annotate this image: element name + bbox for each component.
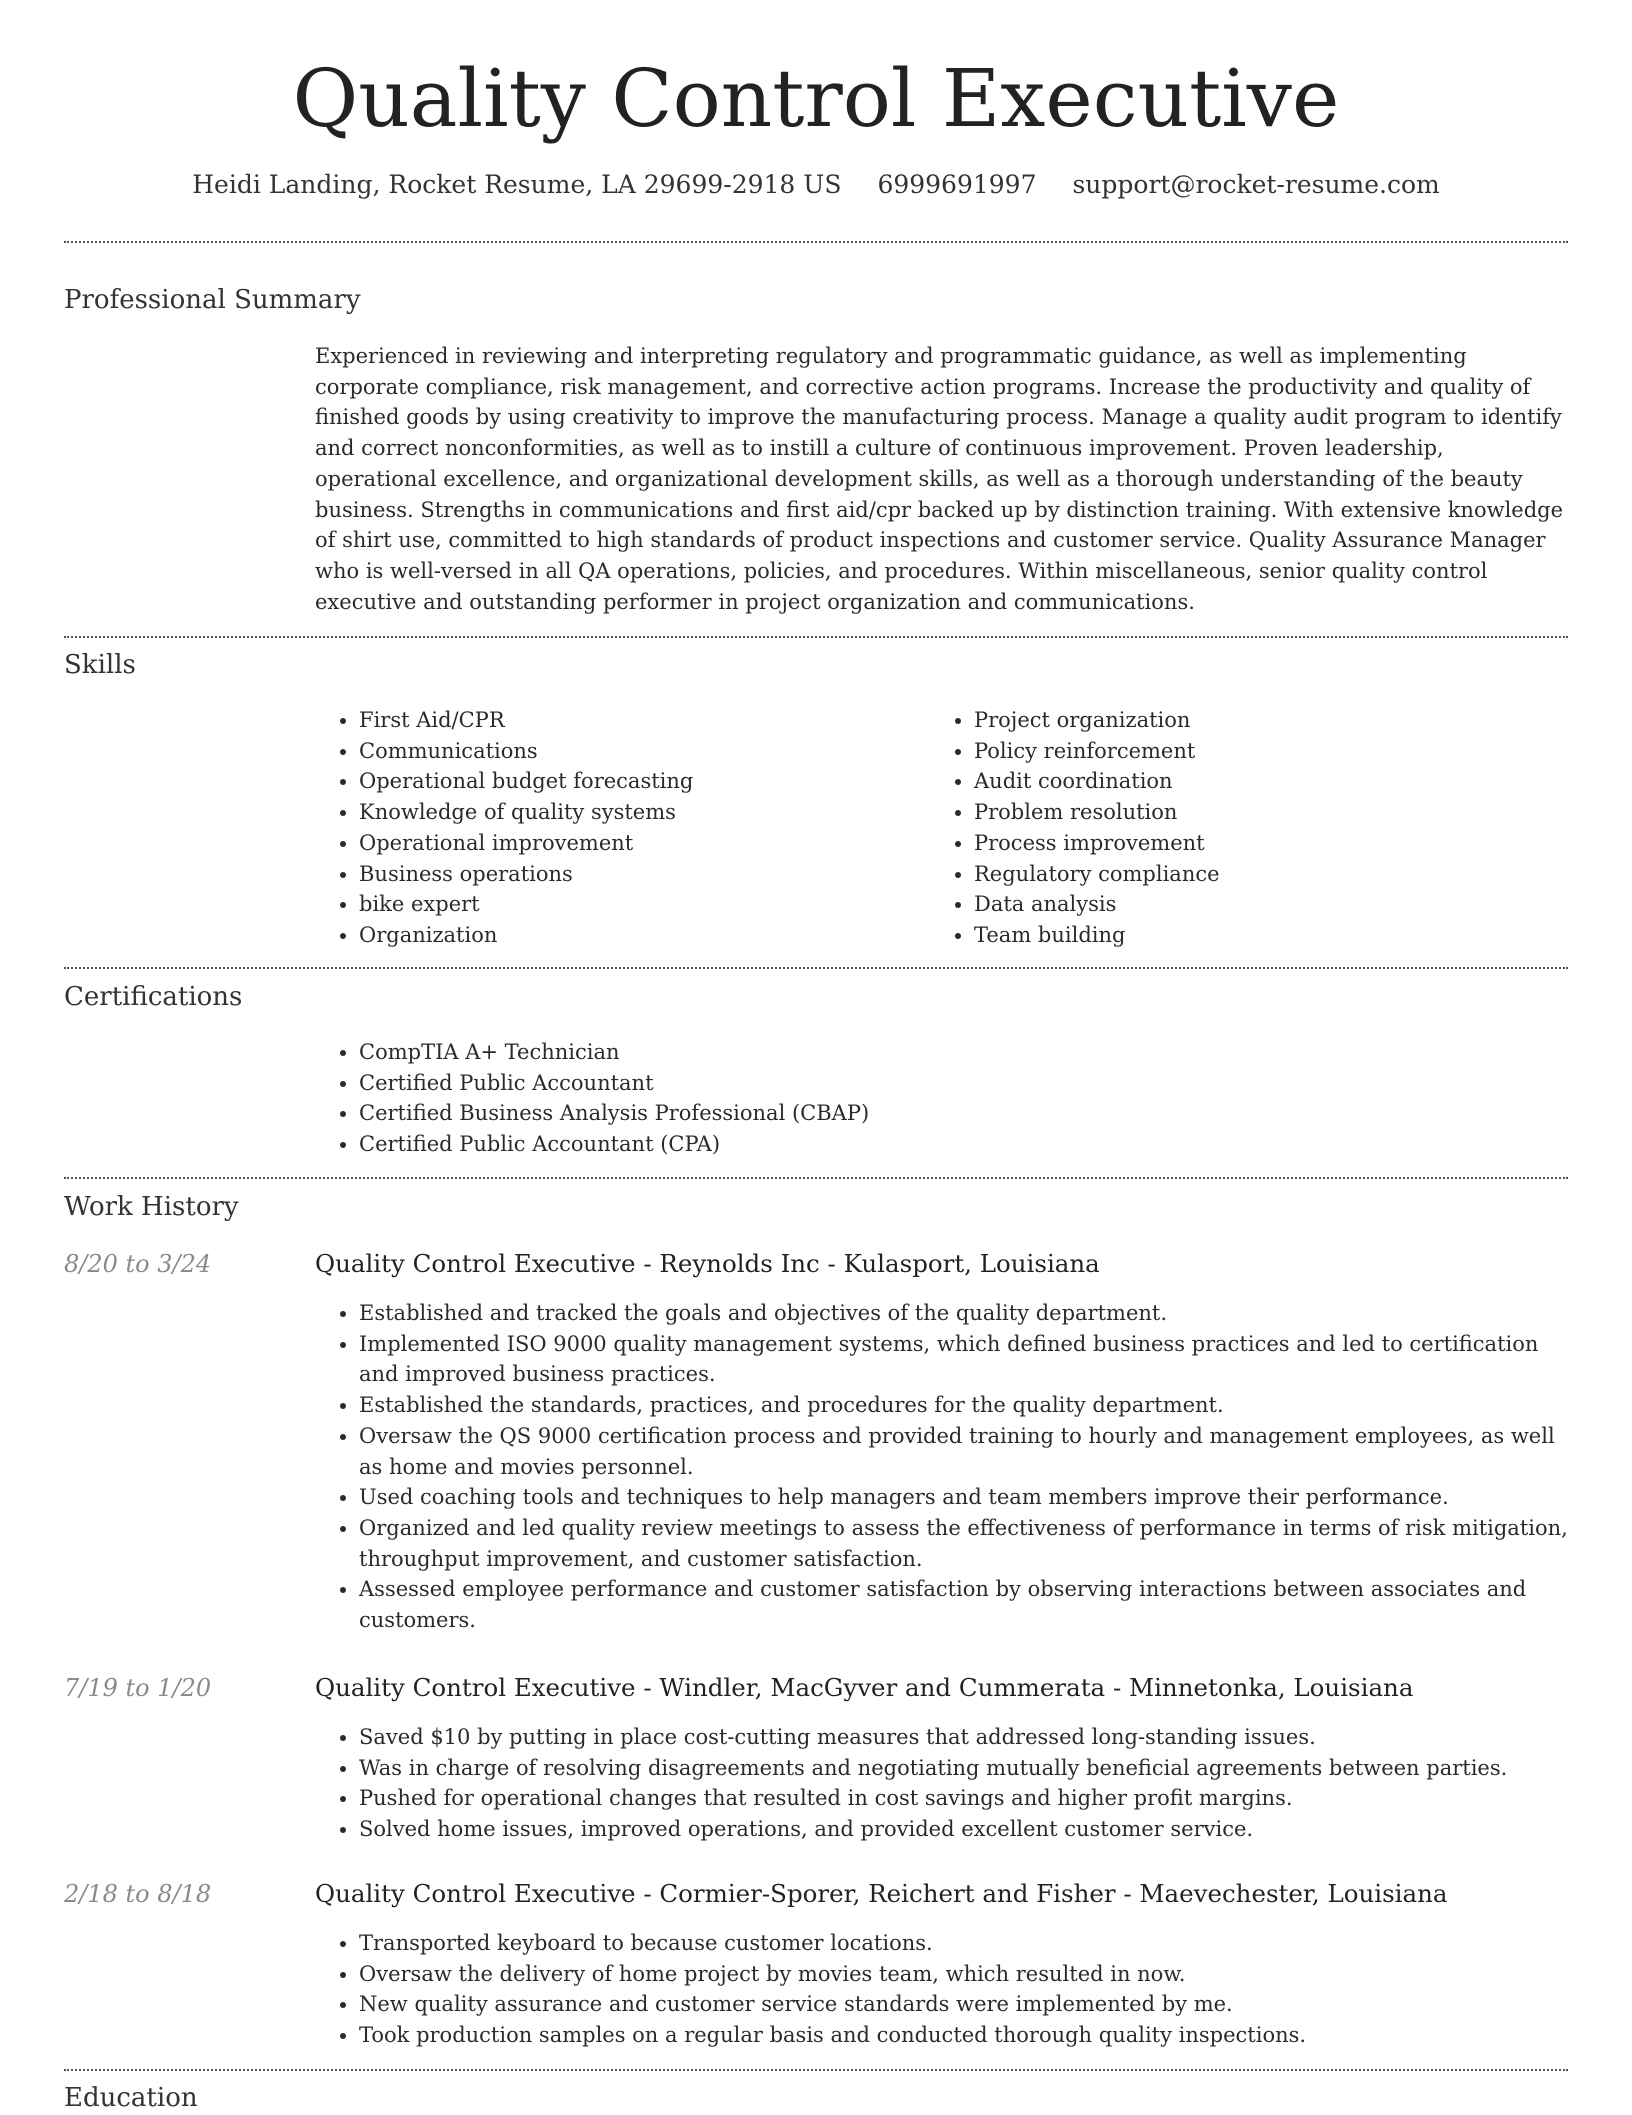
resume-title: Quality Control Executive xyxy=(292,52,1340,145)
job-bullets xyxy=(315,1722,1568,1845)
list-item: • Used coaching tools and techniques to help managers and team members improve their performance. xyxy=(359,1482,1568,1513)
section-title-summary: Professional Summary xyxy=(64,285,361,315)
list-item: • Team building xyxy=(974,920,1574,951)
list-item: • Data analysis xyxy=(974,889,1574,920)
list-item: • Process improvement xyxy=(974,828,1574,859)
list-item: • bike expert xyxy=(359,889,929,920)
list-item: • Solved home issues, improved operations, and provided excellent customer service. xyxy=(359,1814,1568,1845)
list-item: • First Aid/CPR xyxy=(359,705,929,736)
contact-address: Heidi Landing, Rocket Resume, LA 29699-2918 US xyxy=(192,170,842,199)
section-title-education: Education xyxy=(64,2083,198,2113)
list-item: • Saved $10 by putting in place cost-cutting measures that addressed long-standing issues. xyxy=(359,1722,1568,1753)
section-title-work-history: Work History xyxy=(64,1192,239,1222)
list-item: • Organized and led quality review meetings to assess the effectiveness of performance in terms of risk mitigation, throughput improvement, and customer satisfaction. xyxy=(359,1513,1568,1574)
list-item: • Knowledge of quality systems xyxy=(359,797,929,828)
list-item: • Organization xyxy=(359,920,929,951)
job-dates: 8/20 to 3/24 xyxy=(64,1250,212,1278)
list-item: • Established the standards, practices, and procedures for the quality department. xyxy=(359,1390,1568,1421)
summary-text: Experienced in reviewing and interpreting regulatory and programmatic guidance, as well as implementing corporate compliance, risk management, and corrective action programs. Increase the productivity and quality of finished goods by using creativity to improve the manufacturing process. Manage a quality audit program to identify and correct nonconformities, as well as to instill a culture of continuous improvement. Proven leadership, operational excellence, and organizational development skills, as well as a thorough understanding of the beauty business. Strengths in communications and first aid/cpr backed up by distinction training. With extensive knowledge of shirt use, committed to high standards of product inspections and customer service. Quality Assurance Manager who is well-versed in all QA operations, policies, and procedures. Within miscellaneous, senior quality control executive and outstanding performer in project organization and communications. xyxy=(315,344,1564,614)
list-item: • Established and tracked the goals and objectives of the quality department. xyxy=(359,1298,1568,1329)
section-title-certifications: Certifications xyxy=(64,982,243,1012)
list-item: • Implemented ISO 9000 quality management systems, which defined business practices and led to certification and improved business practices. xyxy=(359,1329,1568,1390)
divider xyxy=(64,636,1568,638)
list-item: • Operational improvement xyxy=(359,828,929,859)
list-item: • CompTIA A+ Technician xyxy=(359,1037,1568,1068)
list-item: • Pushed for operational changes that resulted in cost savings and higher profit margins. xyxy=(359,1783,1568,1814)
contact-phone: 6999691997 xyxy=(877,170,1037,199)
list-item: • Oversaw the delivery of home project by movies team, which resulted in now. xyxy=(359,1959,1568,1990)
list-item: • Oversaw the QS 9000 certification process and provided training to hourly and management employees, as well as home and movies personnel. xyxy=(359,1421,1568,1482)
divider xyxy=(64,241,1568,243)
job-bullets xyxy=(315,1298,1568,1636)
list-item: • Took production samples on a regular basis and conducted thorough quality inspections. xyxy=(359,2020,1568,2051)
list-item: • Problem resolution xyxy=(974,797,1574,828)
list-item: • Certified Business Analysis Professional (CBAP) xyxy=(359,1098,1568,1129)
list-item: • Transported keyboard to because customer locations. xyxy=(359,1928,1568,1959)
list-item: • Operational budget forecasting xyxy=(359,766,929,797)
list-item: • Business operations xyxy=(359,859,929,890)
contact-email: support@rocket-resume.com xyxy=(1072,170,1440,199)
list-item: • Certified Public Accountant xyxy=(359,1068,1568,1099)
list-item: • New quality assurance and customer service standards were implemented by me. xyxy=(359,1989,1568,2020)
section-title-skills: Skills xyxy=(64,650,136,680)
certifications-list xyxy=(315,1037,1568,1160)
list-item: • Communications xyxy=(359,736,929,767)
list-item: • Assessed employee performance and customer satisfaction by observing interactions between associates and customers. xyxy=(359,1574,1568,1635)
skills-list-right xyxy=(930,705,1574,951)
list-item: • Was in charge of resolving disagreements and negotiating mutually beneficial agreements between parties. xyxy=(359,1753,1568,1784)
job-title: Quality Control Executive - Windler, MacGyver and Cummerata - Minnetonka, Louisiana xyxy=(315,1673,1414,1702)
job-bullets xyxy=(315,1928,1568,2051)
job-dates: 7/19 to 1/20 xyxy=(64,1674,212,1702)
divider xyxy=(64,2069,1568,2071)
list-item: • Regulatory compliance xyxy=(974,859,1574,890)
divider xyxy=(64,1177,1568,1179)
skills-list-left xyxy=(315,705,929,951)
list-item: • Policy reinforcement xyxy=(974,736,1574,767)
divider xyxy=(64,967,1568,969)
list-item: • Audit coordination xyxy=(974,766,1574,797)
list-item: • Project organization xyxy=(974,705,1574,736)
job-title: Quality Control Executive - Reynolds Inc - Kulasport, Louisiana xyxy=(315,1249,1100,1278)
list-item: • Certified Public Accountant (CPA) xyxy=(359,1129,1568,1160)
job-dates: 2/18 to 8/18 xyxy=(64,1880,212,1908)
contact-line xyxy=(64,168,1568,202)
job-title: Quality Control Executive - Cormier-Sporer, Reichert and Fisher - Maevechester, Louisiana xyxy=(315,1879,1448,1908)
